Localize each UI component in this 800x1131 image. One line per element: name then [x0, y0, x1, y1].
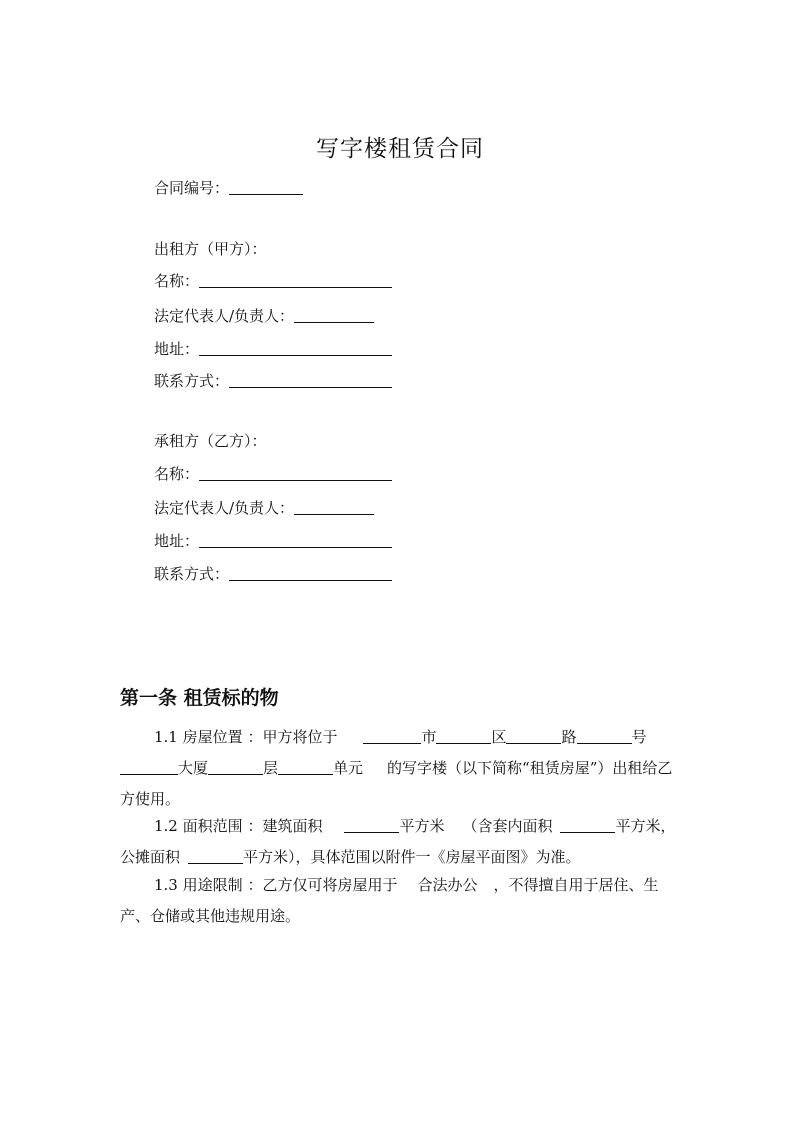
contract-number-blank[interactable]	[229, 179, 303, 195]
lessee-name-field	[154, 463, 392, 484]
lessor-contact-blank[interactable]	[229, 372, 392, 388]
document-title: 写字楼租赁合同	[316, 136, 484, 162]
building-area-blank[interactable]	[344, 817, 399, 833]
clause-1-2	[120, 811, 680, 873]
lessee-rep-field	[154, 497, 374, 518]
number-label: 号	[631, 728, 647, 746]
inner-area-blank[interactable]	[560, 817, 615, 833]
floor-label: 层	[263, 759, 279, 777]
sqm-label-1: 平方米	[399, 817, 445, 835]
road-blank[interactable]	[506, 728, 561, 744]
sqm-label-2: 平方米，公摊面积	[120, 817, 676, 866]
clause-1-3-title: 用途限制	[182, 876, 243, 894]
clause-1-3-text-2: ，不得擅自用于居住、生产、仓储或其他违规用途。	[120, 876, 659, 925]
lessor-name-label: 名称：	[154, 272, 200, 290]
lessor-rep-label: 法定代表人/负责人：	[154, 307, 295, 325]
lessee-address-field	[154, 530, 392, 551]
clause-1-1-text-1: ：甲方将位于	[247, 728, 338, 746]
purpose-value: 合法办公	[417, 876, 478, 894]
clause-1-2-text-3: 平方米），具体范围以附件一《房屋平面图》为准。	[243, 848, 581, 866]
city-label: 市	[421, 728, 437, 746]
building-label: 大厦	[178, 759, 209, 777]
clause-1-2-number: 1.2	[154, 817, 178, 835]
clause-1-1-text-2: 的写字楼（以下简称“租赁房屋”）出租给乙方使用。	[120, 759, 673, 808]
lessor-header: 出租方（甲方）：	[154, 240, 267, 258]
unit-label: 单元	[333, 759, 364, 777]
building-blank[interactable]	[120, 759, 178, 775]
city-blank[interactable]	[363, 728, 421, 744]
clause-1-1-title: 房屋位置	[182, 728, 243, 746]
lessor-rep-blank[interactable]	[294, 307, 374, 323]
lessee-address-blank[interactable]	[199, 532, 392, 548]
lessee-rep-label: 法定代表人/负责人：	[154, 499, 295, 517]
clause-1-3-text-1: ：乙方仅可将房屋用于	[247, 876, 398, 894]
lessee-name-blank[interactable]	[199, 465, 392, 481]
lessee-contact-label: 联系方式：	[154, 565, 230, 583]
lessee-rep-blank[interactable]	[294, 499, 374, 515]
clause-1-2-text-2: （含套内面积	[462, 817, 553, 835]
lessee-header: 承租方（乙方）：	[154, 432, 267, 450]
clause-1-1-number: 1.1	[154, 728, 178, 746]
lessee-contact-blank[interactable]	[229, 565, 392, 581]
lessor-contact-label: 联系方式：	[154, 372, 230, 390]
clause-1-2-text-1: ：建筑面积	[247, 817, 323, 835]
contract-number-field	[154, 177, 303, 198]
lessor-address-field	[154, 338, 392, 359]
shared-area-blank[interactable]	[188, 848, 243, 864]
lessor-name-blank[interactable]	[199, 272, 392, 288]
number-blank[interactable]	[577, 728, 632, 744]
lessor-address-blank[interactable]	[199, 340, 392, 356]
lessee-contact-field	[154, 563, 392, 584]
district-label: 区	[491, 728, 507, 746]
lessor-rep-field	[154, 305, 374, 326]
lessor-contact-field	[154, 370, 392, 391]
lessee-name-label: 名称：	[154, 465, 200, 483]
clause-1-3-number: 1.3	[154, 876, 178, 894]
lessor-name-field	[154, 270, 392, 291]
clause-1-1	[120, 722, 680, 815]
article-1-heading: 第一条 租赁标的物	[120, 687, 279, 709]
floor-blank[interactable]	[208, 759, 263, 775]
lessee-address-label: 地址：	[154, 532, 200, 550]
clause-1-3	[120, 870, 680, 932]
district-blank[interactable]	[436, 728, 491, 744]
unit-blank[interactable]	[278, 759, 333, 775]
road-label: 路	[561, 728, 577, 746]
clause-1-2-title: 面积范围	[182, 817, 243, 835]
lessor-address-label: 地址：	[154, 340, 200, 358]
contract-number-label: 合同编号：	[154, 179, 230, 197]
